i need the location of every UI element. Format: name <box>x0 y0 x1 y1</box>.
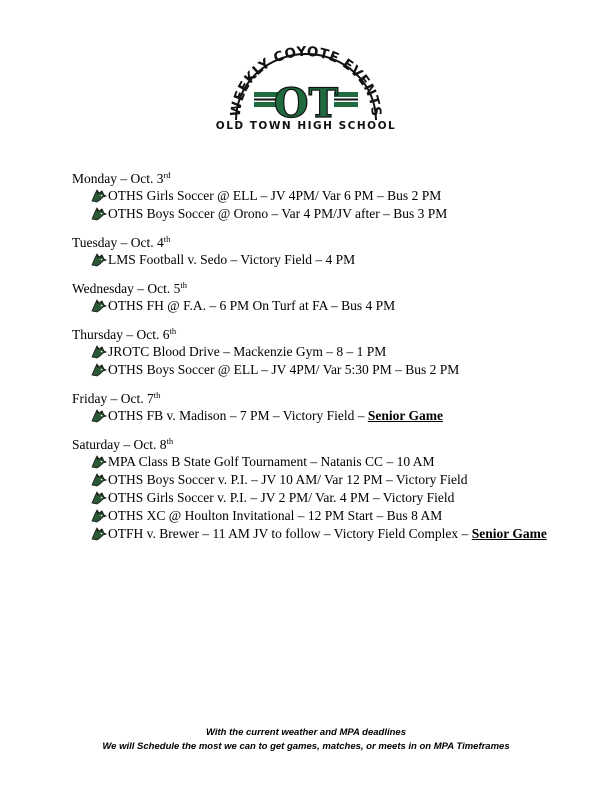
event-item <box>72 489 592 507</box>
day-ordinal-suffix: rd <box>163 170 171 180</box>
coyote-head-icon <box>91 526 107 541</box>
day-heading <box>72 280 592 297</box>
event-item <box>72 187 592 205</box>
day-ordinal-suffix: th <box>153 390 161 400</box>
day-heading <box>72 326 592 343</box>
day-ordinal-suffix: th <box>166 436 174 446</box>
event-text: OTHS Boys Soccer @ Orono – Var 4 PM/JV after – Bus 3 PM <box>108 206 448 221</box>
day-heading <box>72 170 592 187</box>
day-ordinal-suffix: th <box>169 326 177 336</box>
coyote-head-icon <box>91 362 107 377</box>
event-item <box>72 407 592 425</box>
event-text: OTHS Boys Soccer @ ELL – JV 4PM/ Var 5:30 PM – Bus 2 PM <box>108 362 460 377</box>
day-section <box>72 390 592 425</box>
event-text: OTHS Boys Soccer v. P.I. – JV 10 AM/ Var 12 PM – Victory Field <box>108 472 468 487</box>
coyote-head-icon <box>91 408 107 423</box>
day-section <box>72 234 592 269</box>
event-text: OTFH v. Brewer – 11 AM JV to follow – Victory Field Complex – <box>108 526 472 541</box>
events-list <box>72 170 592 554</box>
event-item <box>72 507 592 525</box>
event-item <box>72 251 592 269</box>
day-label: Thursday – Oct. 6 <box>72 327 170 342</box>
event-item <box>72 343 592 361</box>
coyote-head-icon <box>91 206 107 221</box>
event-text: OTHS FH @ F.A. – 6 PM On Turf at FA – Bus 4 PM <box>108 298 396 313</box>
event-item <box>72 205 592 223</box>
day-section <box>72 280 592 315</box>
event-text: OTHS Girls Soccer @ ELL – JV 4PM/ Var 6 PM – Bus 2 PM <box>108 188 442 203</box>
day-heading <box>72 234 592 251</box>
day-heading <box>72 390 592 407</box>
coyote-head-icon <box>91 188 107 203</box>
event-text: LMS Football v. Sedo – Victory Field – 4 PM <box>108 252 356 267</box>
event-text: JROTC Blood Drive – Mackenzie Gym – 8 – 1 PM <box>108 344 387 359</box>
coyote-head-icon <box>91 344 107 359</box>
coyote-head-icon <box>91 490 107 505</box>
day-section <box>72 170 592 223</box>
day-ordinal-suffix: th <box>180 280 188 290</box>
day-label: Friday – Oct. 7 <box>72 391 154 406</box>
event-text: OTHS XC @ Houlton Invitational – 12 PM Start – Bus 8 AM <box>108 508 443 523</box>
coyote-head-icon <box>91 454 107 469</box>
event-text: OTHS FB v. Madison – 7 PM – Victory Field – <box>108 408 368 423</box>
event-item <box>72 297 592 315</box>
day-heading <box>72 436 592 453</box>
senior-game-label: Senior Game <box>367 408 443 423</box>
day-label: Monday – Oct. 3 <box>72 171 164 186</box>
logo-monogram: OT <box>273 80 339 127</box>
event-text: MPA Class B State Golf Tournament – Natanis CC – 10 AM <box>108 454 435 469</box>
day-section <box>72 326 592 379</box>
logo-arc-title: WEEKLY COYOTE EVENTS <box>227 43 385 118</box>
school-name: OLD TOWN HIGH SCHOOL <box>215 120 397 132</box>
event-text: OTHS Girls Soccer v. P.I. – JV 2 PM/ Var. 4 PM – Victory Field <box>108 490 455 505</box>
event-item <box>72 361 592 379</box>
coyote-head-icon <box>91 298 107 313</box>
senior-game-label: Senior Game <box>471 526 547 541</box>
footer-line-1: With the current weather and MPA deadlines <box>206 727 406 738</box>
event-item <box>72 525 592 543</box>
footer-line-2: We will Schedule the most we can to get games, matches, or meets in on MPA Timeframes <box>102 741 510 752</box>
event-item <box>72 453 592 471</box>
coyote-head-icon <box>91 508 107 523</box>
footer-note <box>0 726 612 754</box>
coyote-head-icon <box>91 472 107 487</box>
day-label: Saturday – Oct. 8 <box>72 437 167 452</box>
coyote-head-icon <box>91 252 107 267</box>
event-item <box>72 471 592 489</box>
day-ordinal-suffix: th <box>163 234 171 244</box>
day-section <box>72 436 592 543</box>
day-label: Tuesday – Oct. 4 <box>72 235 164 250</box>
day-label: Wednesday – Oct. 5 <box>72 281 181 296</box>
